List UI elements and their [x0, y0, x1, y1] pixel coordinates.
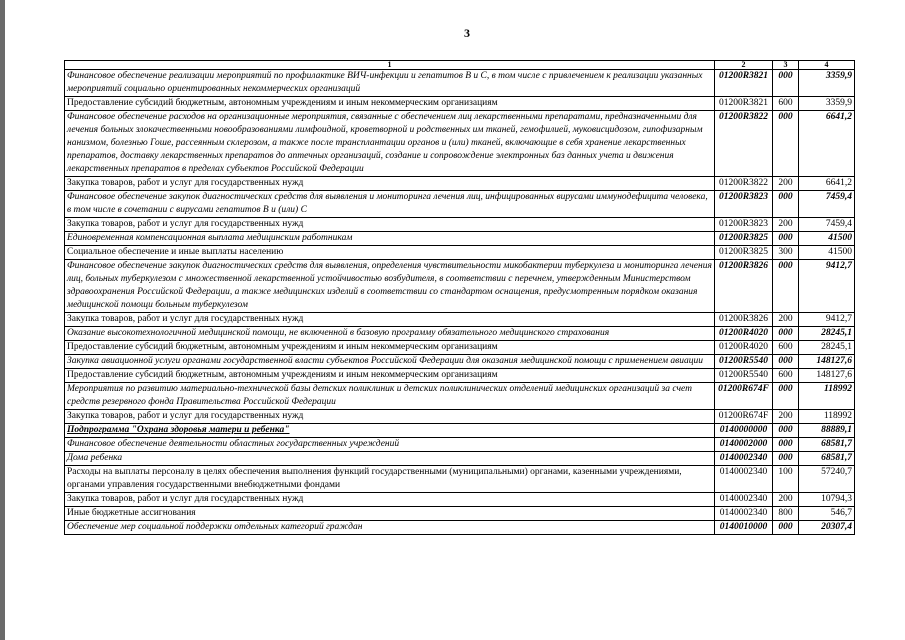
row-vr: 200	[773, 177, 799, 191]
row-amount: 546,7	[799, 507, 855, 521]
row-code: 0140002340	[715, 493, 773, 507]
row-amount: 148127,6	[799, 355, 855, 369]
row-name: Социальное обеспечение и иные выплаты населению	[65, 246, 715, 260]
row-amount: 3359,9	[799, 97, 855, 111]
table-row	[65, 327, 855, 341]
row-name: Финансовое обеспечение деятельности областных государственных учреждений	[65, 438, 715, 452]
row-name: Закупка товаров, работ и услуг для государственных нужд	[65, 218, 715, 232]
row-name: Предоставление субсидий бюджетным, автономным учреждениям и иным некоммерческим организациям	[65, 341, 715, 355]
row-amount: 41500	[799, 246, 855, 260]
row-vr: 000	[773, 383, 799, 410]
table-row	[65, 466, 855, 493]
row-vr: 000	[773, 111, 799, 177]
row-code: 01200R3826	[715, 313, 773, 327]
table-row	[65, 369, 855, 383]
row-amount: 7459,4	[799, 218, 855, 232]
row-vr: 000	[773, 260, 799, 313]
table-row	[65, 177, 855, 191]
row-code: 01200R674F	[715, 383, 773, 410]
row-name: Расходы на выплаты персоналу в целях обеспечения выполнения функций государственными (муниципальными) органами, казенными учреждениями, органами управления государственными внебюджетными фондами	[65, 466, 715, 493]
row-vr: 000	[773, 232, 799, 246]
row-amount: 7459,4	[799, 191, 855, 218]
row-code: 01200R3825	[715, 246, 773, 260]
row-vr: 600	[773, 369, 799, 383]
row-name: Иные бюджетные ассигнования	[65, 507, 715, 521]
table-row	[65, 383, 855, 410]
header-col-code: 2	[715, 61, 773, 70]
table-row	[65, 507, 855, 521]
row-name: Предоставление субсидий бюджетным, автономным учреждениям и иным некоммерческим организациям	[65, 97, 715, 111]
table-row	[65, 191, 855, 218]
row-code: 0140002340	[715, 507, 773, 521]
table-row	[65, 410, 855, 424]
table-row	[65, 452, 855, 466]
row-vr: 000	[773, 191, 799, 218]
row-amount: 88889,1	[799, 424, 855, 438]
page-number: 3	[464, 26, 470, 40]
row-amount: 41500	[799, 232, 855, 246]
row-vr: 000	[773, 424, 799, 438]
row-name: Финансовое обеспечение реализации мероприятий по профилактике ВИЧ-инфекции и гепатитов В и С, в том числе с привлечением к реализации указанных мероприятий социально ориентированных некоммерческих организаций	[65, 70, 715, 97]
row-amount: 118992	[799, 383, 855, 410]
row-amount: 68581,7	[799, 452, 855, 466]
row-name: Закупка товаров, работ и услуг для государственных нужд	[65, 313, 715, 327]
row-name: Закупка товаров, работ и услуг для государственных нужд	[65, 177, 715, 191]
row-code: 01200R4020	[715, 341, 773, 355]
row-amount: 9412,7	[799, 260, 855, 313]
row-vr: 600	[773, 97, 799, 111]
row-name: Дома ребенка	[65, 452, 715, 466]
row-code: 01200R3823	[715, 218, 773, 232]
table-row	[65, 313, 855, 327]
row-code: 01200R674F	[715, 410, 773, 424]
row-code: 0140000000	[715, 424, 773, 438]
table-row	[65, 521, 855, 535]
row-vr: 100	[773, 466, 799, 493]
row-code: 01200R3826	[715, 260, 773, 313]
row-name: Закупка авиационной услуги органами государственной власти субъектов Российской Федерации для оказания медицинской помощи с применением авиации	[65, 355, 715, 369]
row-vr: 600	[773, 341, 799, 355]
table-row	[65, 260, 855, 313]
header-col-vr: 3	[773, 61, 799, 70]
row-amount: 9412,7	[799, 313, 855, 327]
table-row	[65, 424, 855, 438]
table-row	[65, 97, 855, 111]
table-row	[65, 70, 855, 97]
row-amount: 6641,2	[799, 111, 855, 177]
row-code: 01200R4020	[715, 327, 773, 341]
row-code: 01200R3821	[715, 70, 773, 97]
row-vr: 200	[773, 493, 799, 507]
row-vr: 000	[773, 452, 799, 466]
table-row	[65, 111, 855, 177]
row-amount: 118992	[799, 410, 855, 424]
scan-edge	[0, 0, 5, 640]
row-name: Обеспечение мер социальной поддержки отдельных категорий граждан	[65, 521, 715, 535]
row-name: Предоставление субсидий бюджетным, автономным учреждениям и иным некоммерческим организациям	[65, 369, 715, 383]
row-code: 01200R3822	[715, 177, 773, 191]
row-code: 0140010000	[715, 521, 773, 535]
row-vr: 000	[773, 327, 799, 341]
row-amount: 57240,7	[799, 466, 855, 493]
row-code: 01200R3821	[715, 97, 773, 111]
row-name: Финансовое обеспечение расходов на организационные мероприятия, связанные с обеспечением лиц лекарственными препаратами, предназначенными для лечения больных злокачественными новообразованиями лимфоидной, кроветворной и родственных им тканей, гемофилией, муковисцидозом, гипофизарным нанизмом, болезнью Гоше, рассеянным склерозом, а также после трансплантации органов и (или) тканей, включающие в себя хранение лекарственных препаратов, доставку лекарственных препаратов до аптечных организаций, создание и сопровождение электронных баз данных учета и движения лекарственных препаратов в пределах субъектов Российской Федерации	[65, 111, 715, 177]
row-vr: 200	[773, 313, 799, 327]
table-row	[65, 232, 855, 246]
row-name: Финансовое обеспечение закупок диагностических средств для выявления, определения чувствительности микобактерии туберкулеза и мониторинга лечения лиц, больных туберкулезом с множественной лекарственной устойчивостью возбудителя, в соответствии с перечнем, утвержденным Министерством здравоохранения Российской Федерации, а также медицинских изделий в соответствии со стандартом оснащения, предусмотренным порядком оказания медицинской помощи больным туберкулезом	[65, 260, 715, 313]
row-code: 0140002000	[715, 438, 773, 452]
row-code: 01200R3825	[715, 232, 773, 246]
table-row	[65, 438, 855, 452]
row-amount: 10794,3	[799, 493, 855, 507]
row-amount: 28245,1	[799, 341, 855, 355]
row-vr: 000	[773, 70, 799, 97]
row-vr: 300	[773, 246, 799, 260]
row-name: Финансовое обеспечение закупок диагностических средств для выявления и мониторинга лечения лиц, инфицированных вирусами иммунодефицита человека, в том числе в сочетании с вирусами гепатитов В и (или) С	[65, 191, 715, 218]
header-col-name: 1	[65, 61, 715, 70]
row-amount: 6641,2	[799, 177, 855, 191]
row-vr: 000	[773, 521, 799, 535]
header-col-amount: 4	[799, 61, 855, 70]
budget-table	[64, 60, 855, 535]
table-row	[65, 218, 855, 232]
row-name: Мероприятия по развитию материально-технической базы детских поликлиник и детских поликлинических отделений медицинских организаций за счет средств резервного фонда Правительства Российской Федерации	[65, 383, 715, 410]
table-row	[65, 493, 855, 507]
row-amount: 28245,1	[799, 327, 855, 341]
row-code: 0140002340	[715, 466, 773, 493]
row-vr: 800	[773, 507, 799, 521]
row-amount: 148127,6	[799, 369, 855, 383]
row-vr: 200	[773, 410, 799, 424]
header-row	[65, 61, 855, 70]
table-row	[65, 246, 855, 260]
row-code: 01200R5540	[715, 355, 773, 369]
row-code: 01200R5540	[715, 369, 773, 383]
table-row	[65, 355, 855, 369]
row-name: Оказание высокотехнологичной медицинской помощи, не включенной в базовую программу обязательного медицинского страхования	[65, 327, 715, 341]
row-amount: 3359,9	[799, 70, 855, 97]
row-amount: 20307,4	[799, 521, 855, 535]
table-row	[65, 341, 855, 355]
row-code: 01200R3823	[715, 191, 773, 218]
row-amount: 68581,7	[799, 438, 855, 452]
row-name: Закупка товаров, работ и услуг для государственных нужд	[65, 410, 715, 424]
row-name: Подпрограмма "Охрана здоровья матери и ребенка"	[65, 424, 715, 438]
row-code: 01200R3822	[715, 111, 773, 177]
row-vr: 200	[773, 218, 799, 232]
row-name: Закупка товаров, работ и услуг для государственных нужд	[65, 493, 715, 507]
row-vr: 000	[773, 438, 799, 452]
row-name: Единовременная компенсационная выплата медицинским работникам	[65, 232, 715, 246]
row-vr: 000	[773, 355, 799, 369]
row-code: 0140002340	[715, 452, 773, 466]
